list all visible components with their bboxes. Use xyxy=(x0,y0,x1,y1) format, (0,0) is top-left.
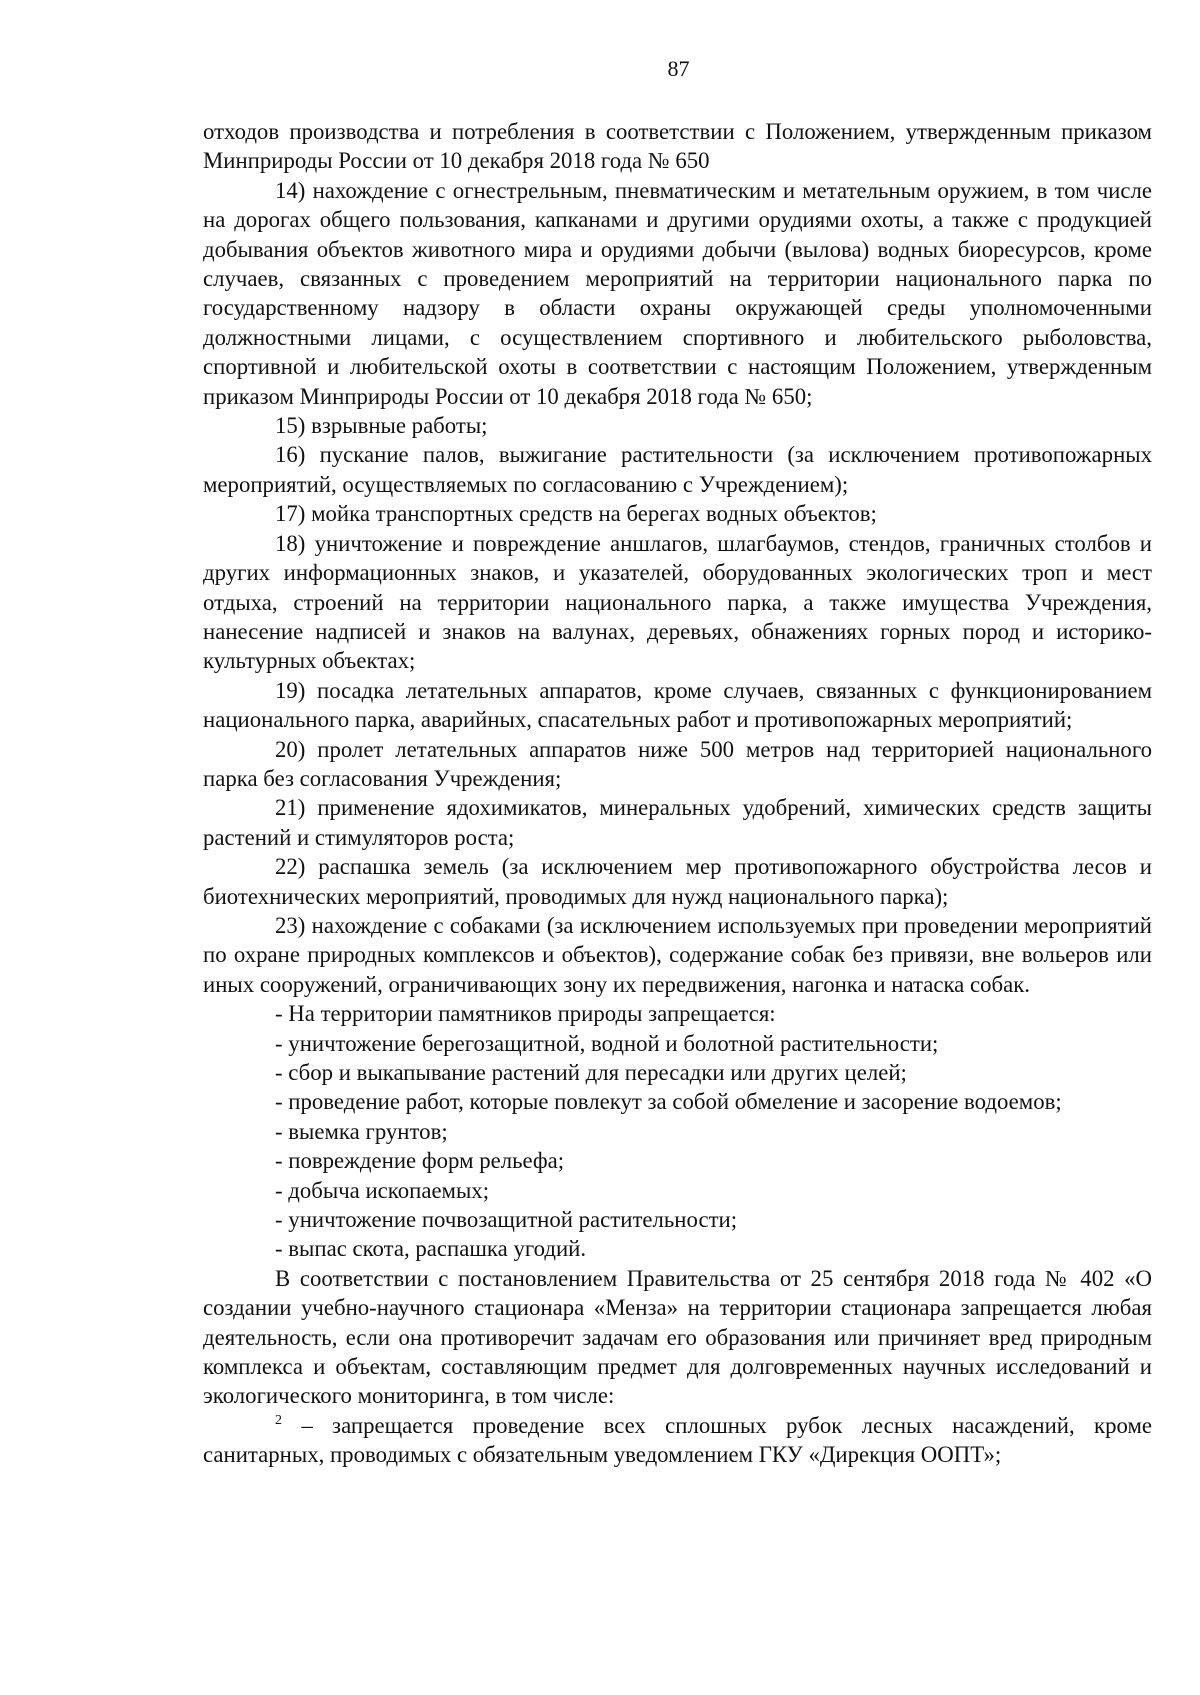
paragraph-item-16: 16) пускание палов, выжигание растительности (за исключением противопожарных мероприятий, осуществляемых по согласованию с Учреждением); xyxy=(203,442,1152,497)
monuments-list-item: - уничтожение берегозащитной, водной и болотной растительности; xyxy=(275,1030,939,1056)
paragraph-item-20: 20) пролет летательных аппаратов ниже 500 метров над территорией национального парка без согласования Учреждения; xyxy=(203,736,1152,791)
page-number: 87 xyxy=(667,56,690,81)
paragraph-item-18: 18) уничтожение и повреждение аншлагов, шлагбаумов, стендов, граничных столбов и других информационных знаков, и указателей, оборудованных экологических троп и мест отдыха, строений на территории национального парка, а также имущества Учреждения, нанесение надписей и знаков на валунах, деревьях, обнажениях горных пород и историко-культурных объектах; xyxy=(203,530,1152,674)
monuments-list-item: - сбор и выкапывание растений для пересадки или других целей; xyxy=(275,1060,907,1085)
paragraph-item-21: 21) применение ядохимикатов, минеральных удобрений, химических средств защиты растений и стимуляторов роста; xyxy=(203,795,1152,850)
paragraph-item-15: 15) взрывные работы; xyxy=(275,413,488,439)
monuments-list-item: - выемка грунтов; xyxy=(275,1118,448,1144)
monuments-list-item: - проведение работ, которые повлекут за собой обмеление и засорение водоемов; xyxy=(275,1089,1062,1115)
monuments-intro: - На территории памятников природы запрещается: xyxy=(275,1001,776,1027)
paragraph-item-23: 23) нахождение с собаками (за исключением используемых при проведении мероприятий по охране природных комплексов и объектов), содержание собак без привязи, вне вольеров или иных сооружений, ограничивающих зону их передвижения, нагонка и натаска собак. xyxy=(203,912,1152,997)
paragraph-continuation: отходов производства и потребления в соответствии с Положением, утвержденным приказом Минприроды России от 10 декабря 2018 года № 650 xyxy=(203,119,1152,174)
footnote-marker: 2 xyxy=(275,1412,282,1428)
document-body xyxy=(203,117,1152,1470)
paragraph-item-22: 22) распашка земель (за исключением мер противопожарного обустройства лесов и биотехнических мероприятий, проводимых для нужд национального парка); xyxy=(203,854,1152,909)
paragraph-mensa-station: В соответствии с постановлением Правительства от 25 сентября 2018 года № 402 «О создании учебно-научного стационара «Менза» на территории стационара запрещается любая деятельность, если она противоречит задачам его образования или причиняет вред природным комплекса и объектам, составляющим предмет для долговременных научных исследований и экологического мониторинга, в том числе: xyxy=(203,1265,1152,1409)
paragraph-item-19: 19) посадка летательных аппаратов, кроме случаев, связанных с функционированием национального парка, аварийных, спасательных работ и противопожарных мероприятий; xyxy=(203,677,1152,733)
monuments-list-item: - уничтожение почвозащитной растительности; xyxy=(275,1207,738,1233)
monuments-list-item: - повреждение форм рельефа; xyxy=(275,1148,565,1174)
logging-restriction-text: – запрещается проведение всех сплошных рубок лесных насаждений, кроме санитарных, проводимых с обязательным уведомлением ГКУ «Дирекция ООПТ»; xyxy=(203,1412,1152,1468)
monuments-list-item: - выпас скота, распашка угодий. xyxy=(275,1236,587,1262)
paragraph-item-14: 14) нахождение с огнестрельным, пневматическим и метательным оружием, в том числе на дорогах общего пользования, капканами и другими орудиями охоты, а также с продукцией добывания объектов животного мира и орудиями добычи (вылова) водных биоресурсов, кроме случаев, связанных с проведением мероприятий на территории национального парка по государственному надзору в области охраны окружающей среды уполномоченными должностными лицами, с осуществлением спортивного и любительского рыболовства, спортивной и любительской охоты в соответствии с настоящим Положением, утвержденным приказом Минприроды России от 10 декабря 2018 года № 650; xyxy=(203,177,1152,409)
monuments-list-item: - добыча ископаемых; xyxy=(275,1177,490,1203)
paragraph-logging-restriction xyxy=(203,1411,1152,1470)
paragraph-item-17: 17) мойка транспортных средств на берегах водных объектов; xyxy=(275,501,877,527)
